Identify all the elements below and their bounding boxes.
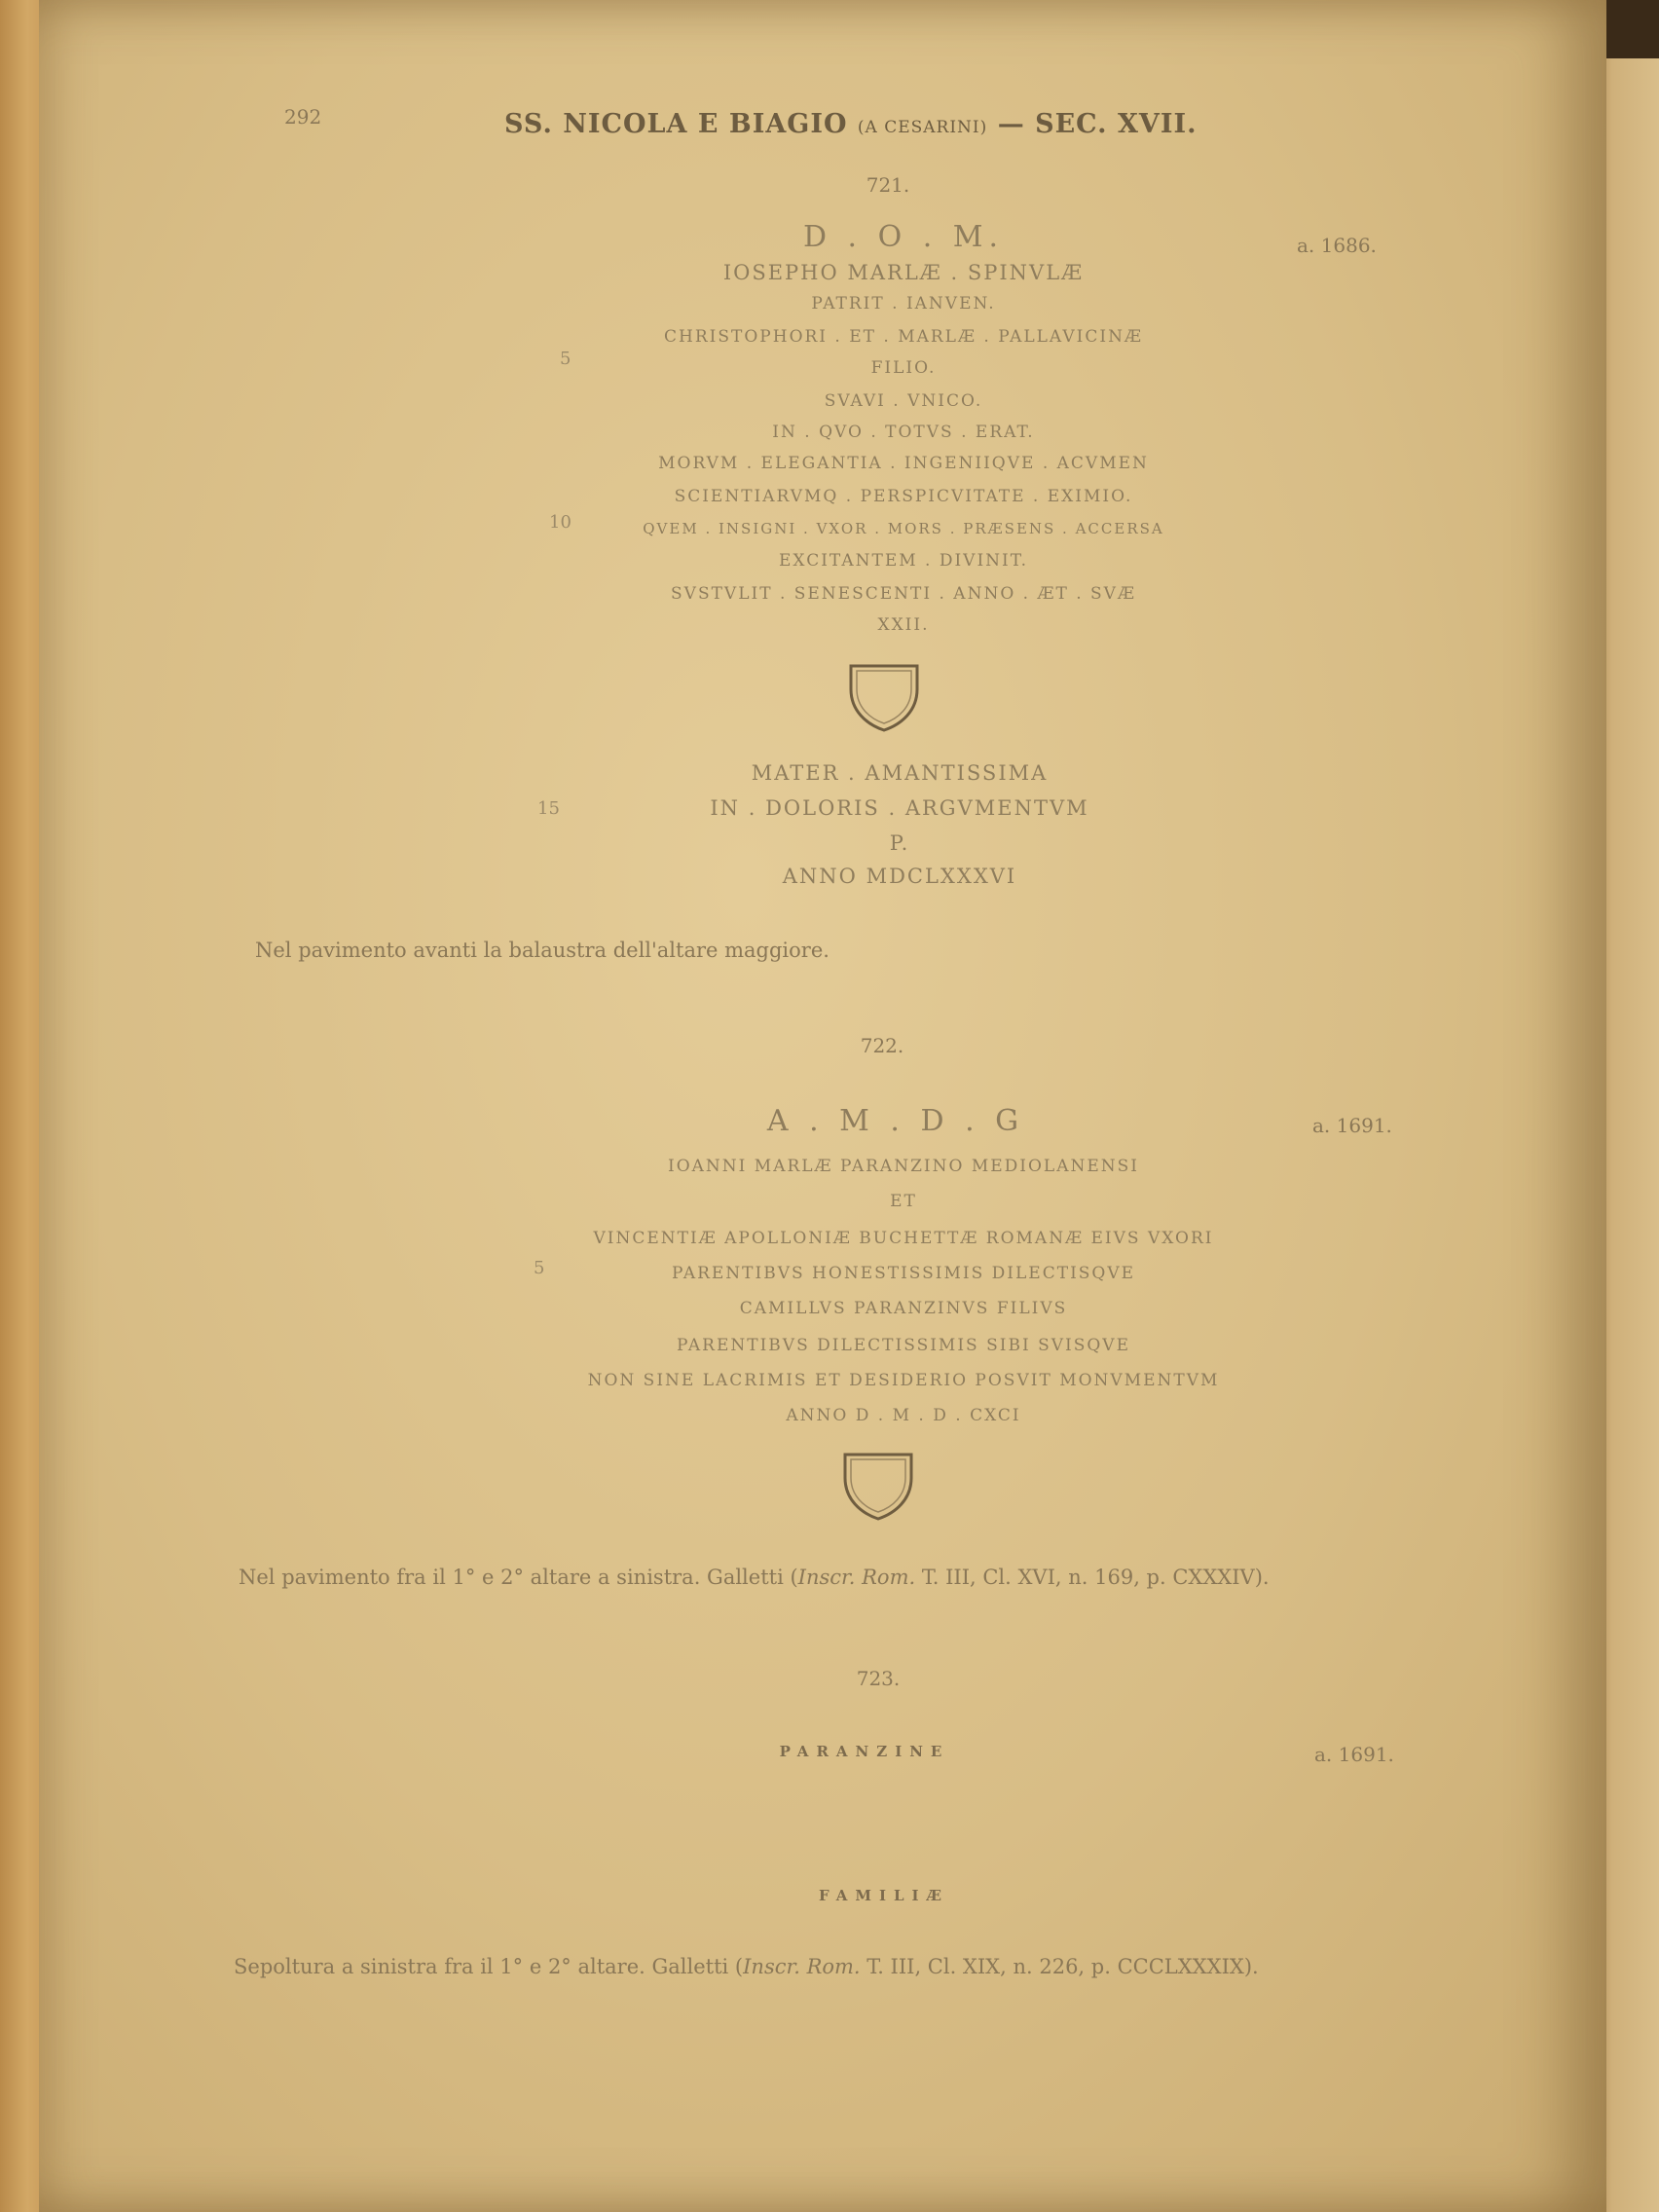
note-text: Nel pavimento fra il 1° e 2° altare a sinistra. Galletti (: [239, 1566, 798, 1589]
line-number: 10: [549, 512, 571, 533]
inscription-line: ANNO D . M . D . CXCI: [786, 1406, 1021, 1425]
shield-icon: [839, 1451, 917, 1521]
header-century: — SEC. XVII.: [997, 109, 1198, 139]
inscription-note: Nel pavimento avanti la balaustra dell'altare maggiore.: [255, 939, 830, 962]
inscription-line: ET: [890, 1192, 917, 1211]
page-number: 292: [284, 105, 322, 129]
inscription-line: PARENTIBVS HONESTISSIMIS DILECTISQVE: [671, 1264, 1136, 1283]
inscription-line: IN . QVO . TOTVS . ERAT.: [772, 423, 1035, 442]
inscription-line: IOANNI MARLÆ PARANZINO MEDIOLANENSI: [667, 1157, 1140, 1176]
note-text: Sepoltura a sinistra fra il 1° e 2° altare. Galletti (: [234, 1955, 744, 1978]
inscription-line: SVSTVLIT . SENESCENTI . ANNO . ÆT . SVÆ: [671, 584, 1136, 604]
inscription-date: a. 1686.: [1297, 234, 1377, 257]
line-number: 15: [537, 798, 560, 819]
inscription-line: CAMILLVS PARANZINVS FILIVS: [739, 1299, 1068, 1318]
inscription-line: MATER . AMANTISSIMA: [751, 761, 1049, 785]
note-reference: Inscr. Rom.: [797, 1566, 916, 1589]
inscription-date: a. 1691.: [1312, 1114, 1392, 1137]
book-page: [39, 0, 1606, 2212]
page-header: [504, 109, 1198, 139]
inscription-line: FAMILIÆ: [818, 1887, 950, 1904]
inscription-note: [234, 1955, 1259, 1978]
inscription-note: [239, 1566, 1270, 1589]
inscription-line: QVEM . INSIGNI . VXOR . MORS . PRÆSENS . ACCERSA: [643, 520, 1164, 537]
inscription-line: CHRISTOPHORI . ET . MARLÆ . PALLAVICINÆ: [664, 327, 1143, 347]
inscription-date: a. 1691.: [1314, 1743, 1394, 1766]
header-title: SS. NICOLA E BIAGIO: [504, 109, 848, 139]
inscription-line: ANNO MDCLXXXVI: [782, 865, 1017, 888]
note-text: T. III, Cl. XVI, n. 169, p. CXXXIV).: [915, 1566, 1270, 1589]
inscription-line: A . M . D . G: [766, 1104, 1025, 1138]
inscription-number: 722.: [860, 1034, 904, 1057]
inscription-line: SVAVI . VNICO.: [824, 391, 983, 411]
inscription-line: D . O . M.: [802, 220, 1005, 254]
inscription-line: MORVM . ELEGANTIA . INGENIIQVE . ACVMEN: [658, 454, 1149, 473]
line-number: 5: [560, 349, 571, 369]
inscription-line: IOSEPHO MARLÆ . SPINVLÆ: [722, 261, 1085, 284]
inscription-line: FILIO.: [870, 358, 937, 378]
note-text: T. III, Cl. XIX, n. 226, p. CCCLXXXIX).: [860, 1955, 1259, 1978]
inscription-number: 723.: [856, 1667, 901, 1690]
inscription-line: SCIENTIARVMQ . PERSPICVITATE . EXIMIO.: [674, 487, 1133, 506]
inscription-line: PARENTIBVS DILECTISSIMIS SIBI SVISQVE: [677, 1336, 1130, 1355]
inscription-line: EXCITANTEM . DIVINIT.: [778, 551, 1029, 571]
inscription-line: NON SINE LACRIMIS ET DESIDERIO POSVIT MONVMENTVM: [587, 1371, 1220, 1390]
inscription-line: VINCENTIÆ APOLLONIÆ BUCHETTÆ ROMANÆ EIVS VXORI: [593, 1229, 1214, 1248]
note-reference: Inscr. Rom.: [743, 1955, 861, 1978]
inscription-line: XXII.: [877, 615, 930, 635]
inscription-line: P.: [889, 831, 910, 855]
line-number: 5: [534, 1258, 545, 1278]
inscription-line: IN . DOLORIS . ARGVMENTVM: [710, 796, 1089, 820]
inscription-line: PATRIT . IANVEN.: [811, 294, 996, 313]
inscription-line: PARANZINE: [779, 1743, 950, 1760]
inscription-number: 721.: [866, 173, 910, 197]
shield-icon: [845, 662, 923, 732]
header-location: (A CESARINI): [857, 118, 988, 137]
